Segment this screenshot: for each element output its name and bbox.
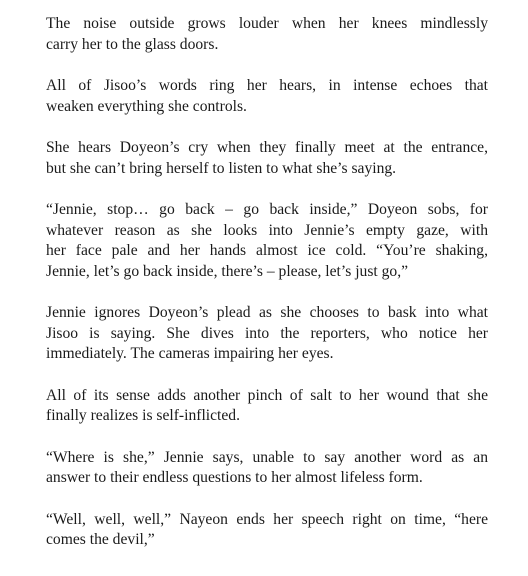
paragraph	[46, 386, 488, 427]
text-line: “Where is she,” Jennie says, unable to say another word as an	[46, 448, 488, 466]
text-line: Jennie, let’s go back inside, there’s – please, let’s just go,”	[46, 262, 409, 280]
text-line: weaken everything she controls.	[46, 97, 247, 115]
text-line: Jisoo is saying. She dives into the reporters, who notice her	[46, 324, 488, 342]
text-line: She hears Doyeon’s cry when they finally meet at the entrance,	[46, 139, 488, 156]
paragraph	[46, 76, 488, 117]
text-line: All of its sense adds another pinch of salt to her wound that she	[46, 386, 488, 404]
paragraph	[46, 303, 488, 365]
text-line: whatever reason as she looks into Jennie’s empty gaze, with	[46, 221, 488, 239]
text-line: answer to their endless questions to her almost lifeless form.	[46, 469, 423, 486]
text-line: comes the devil,”	[46, 531, 155, 548]
paragraph	[46, 14, 488, 55]
paragraph	[46, 448, 488, 489]
paragraph	[46, 200, 488, 282]
paragraph	[46, 510, 488, 551]
text-line: finally realizes is self-inflicted.	[46, 407, 240, 424]
text-line: immediately. The cameras impairing her eyes.	[46, 345, 334, 362]
text-line: but she can’t bring herself to listen to what she’s saying.	[46, 159, 397, 177]
text-line: Jennie ignores Doyeon’s plead as she chooses to bask into what	[46, 304, 488, 321]
text-line: carry her to the glass doors.	[46, 35, 219, 53]
text-line: “Well, well, well,” Nayeon ends her speech right on time, “here	[46, 510, 488, 528]
text-line: “Jennie, stop… go back – go back inside,” Doyeon sobs, for	[46, 201, 488, 218]
paragraph	[46, 138, 488, 179]
text-line: her face pale and her hands almost ice cold. “You’re shaking,	[46, 242, 488, 259]
text-line: All of Jisoo’s words ring her hears, in intense echoes that	[46, 77, 488, 94]
text-line: The noise outside grows louder when her knees mindlessly	[46, 15, 488, 32]
